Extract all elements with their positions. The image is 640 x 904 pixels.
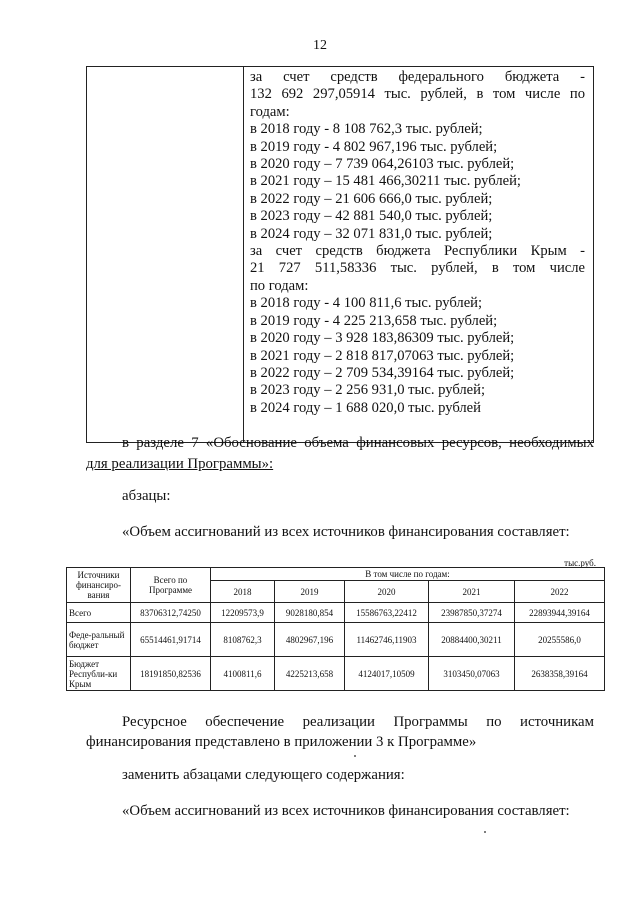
section-7-heading-line-1: в разделе 7 «Обоснование объема финансовых ресурсов, необходимых [122, 435, 594, 451]
finance-table [66, 567, 605, 691]
crimea-year-2023: в 2023 году – 2 256 931,0 тыс. рублей; [250, 382, 486, 399]
crimea-budget-intro: за счет средств бюджета Республики Крым - [250, 243, 585, 260]
row-crimea-program: 18191850,82536 [131, 657, 211, 691]
federal-year-2023: в 2023 году – 42 881 540,0 тыс. рублей; [250, 208, 493, 225]
resource-line-2: финансирования представлено в приложении 3 к Программе» [86, 734, 477, 750]
replace-instruction: заменить абзацами следующего содержания: [122, 767, 405, 783]
row-federal-2021: 20884400,30211 [429, 623, 515, 657]
crimea-year-2024: в 2024 году – 1 688 020,0 тыс. рублей [250, 399, 481, 416]
header-year-2018: 2018 [211, 581, 275, 603]
crimea-year-2021: в 2021 году – 2 818 817,07063 тыс. рублей; [250, 347, 515, 364]
crimea-year-2019: в 2019 году - 4 225 213,658 тыс. рублей; [250, 312, 498, 329]
funding-summary-label-cell [87, 67, 244, 443]
federal-year-2018: в 2018 году - 8 108 762,3 тыс. рублей; [250, 121, 483, 138]
table-row-total [67, 603, 605, 623]
federal-budget-intro: за счет средств федерального бюджета - [250, 69, 585, 85]
volume-statement-2: «Объем ассигнований из всех источников финансирования составляет: [122, 803, 570, 819]
page-number: 12 [313, 38, 327, 53]
federal-year-2022: в 2022 году – 21 606 666,0 тыс. рублей; [250, 190, 493, 207]
table-row-crimea [67, 657, 605, 691]
crimea-year-2020: в 2020 году – 3 928 183,86309 тыс. рублей; [250, 330, 515, 347]
row-total-2018: 12209573,9 [211, 603, 275, 623]
row-federal-program: 65514461,91714 [131, 623, 211, 657]
header-year-2021: 2021 [429, 581, 515, 603]
row-total-2021: 23987850,37274 [429, 603, 515, 623]
row-total-2020: 15586763,22412 [345, 603, 429, 623]
funding-summary-value-cell [244, 67, 594, 443]
row-total-program: 83706312,74250 [131, 603, 211, 623]
row-federal-2019: 4802967,196 [275, 623, 345, 657]
row-federal-2022: 20255586,0 [515, 623, 605, 657]
crimea-budget-total: 21 727 511,58336 тыс. рублей, в том числе [250, 260, 585, 277]
crimea-year-2022: в 2022 году – 2 709 534,39164 тыс. рублей; [250, 364, 515, 381]
header-total: Всего по Программе [131, 568, 211, 603]
row-crimea-2018: 4100811,6 [211, 657, 275, 691]
federal-year-2020: в 2020 году – 7 739 064,26103 тыс. рублей; [250, 156, 515, 173]
section-7-heading-line-2-text: для реализации Программы»: [86, 456, 274, 472]
unit-label: тыс.руб. [564, 558, 596, 568]
paragraphs-label: абзацы: [122, 488, 171, 504]
federal-budget-by-years-label: годам: [250, 103, 290, 120]
resource-line-1: Ресурсное обеспечение реализации Программы по источникам [122, 714, 594, 730]
scan-speck [354, 755, 356, 757]
table-row-federal [67, 623, 605, 657]
row-source-total: Всего [67, 603, 131, 623]
row-total-2022: 22893944,39164 [515, 603, 605, 623]
header-source: Источники финансиро-вания [67, 568, 131, 603]
header-year-2019: 2019 [275, 581, 345, 603]
federal-budget-total: 132 692 297,05914 тыс. рублей, в том числе по [250, 86, 585, 103]
crimea-budget-by-years-label: по годам: [250, 277, 309, 294]
row-crimea-2019: 4225213,658 [275, 657, 345, 691]
row-source-federal: Феде-ральный бюджет [67, 623, 131, 657]
row-crimea-2021: 3103450,07063 [429, 657, 515, 691]
row-source-crimea: Бюджет Республи-ки Крым [67, 657, 131, 691]
row-total-2019: 9028180,854 [275, 603, 345, 623]
volume-statement-1: «Объем ассигнований из всех источников финансирования составляет: [122, 524, 570, 540]
federal-year-2024: в 2024 году – 32 071 831,0 тыс. рублей; [250, 225, 493, 242]
section-7-heading-line-2 [86, 455, 594, 474]
header-including-years: В том числе по годам: [211, 568, 605, 581]
row-federal-2018: 8108762,3 [211, 623, 275, 657]
header-year-2022: 2022 [515, 581, 605, 603]
funding-summary-table [86, 66, 594, 443]
row-crimea-2022: 2638358,39164 [515, 657, 605, 691]
row-federal-2020: 11462746,11903 [345, 623, 429, 657]
federal-year-2019: в 2019 году - 4 802 967,196 тыс. рублей; [250, 138, 498, 155]
header-year-2020: 2020 [345, 581, 429, 603]
row-crimea-2020: 4124017,10509 [345, 657, 429, 691]
federal-year-2021: в 2021 году – 15 481 466,30211 тыс. рублей; [250, 173, 521, 190]
crimea-year-2018: в 2018 году - 4 100 811,6 тыс. рублей; [250, 295, 483, 312]
scan-speck [484, 831, 486, 833]
